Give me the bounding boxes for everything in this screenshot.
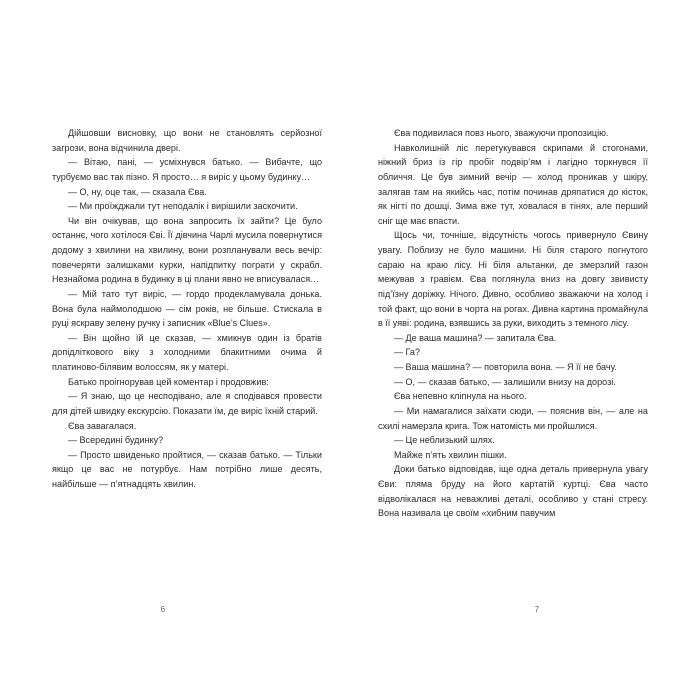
paragraph: Дійшовши висновку, що вони не становлять серйозної загрози, вона відчинила двері.	[52, 128, 322, 153]
paragraph: — Він щойно їй це сказав, — хмикнув один із братів допідліткового віку з холодними блакитними очима й платиново-білявим волоссям, як у матері.	[52, 332, 322, 372]
paragraph: — Всередині будинку?	[68, 435, 164, 446]
paragraph: — Ваша машина? — повторила вона. — Я її не бачу.	[394, 362, 617, 372]
paragraph: — О, — сказав батько, — залишили внизу на дорозі.	[394, 376, 616, 387]
paragraph: — О, ну, оце так, — сказала Єва.	[68, 186, 207, 197]
paragraph: Батько проігнорував цей коментар і продовжив:	[68, 376, 269, 387]
page-number-left: 6	[160, 605, 166, 614]
paragraph: Доки батько відповідав, іще одна деталь привернула увагу Єви: пляма бруду на його картатій куртці. Єва часто відволікалася на неважливі деталі, особливо у стані стресу. Вона називала це своїм «хибним павучим	[378, 464, 648, 519]
paragraph: Єва завагалася.	[68, 420, 137, 431]
paragraph: Майже п’ять хвилин пішки.	[394, 449, 507, 460]
paragraph: Чи він очікував, що вона запросить їх зайти? Це було останнє, чого хотілося Єві. Її дівчина Чарлі мусила повернутися додому з хвилини на хвилину, вони розпланували весь вечір: повечеряти залишками курки, напідпитку пограти у скрабл. Незнайома родина в будинку в ці плани явно не вписувалася…	[52, 215, 322, 285]
paragraph: — Це неблизький шлях.	[394, 435, 495, 446]
paragraph: — Мій тато тут виріс, — гордо продекламувала донька. Вона була наймолодшою — сім років, не більше. Стискала в руці яскраву зелену ручку і записник «Blue’s Clues».	[52, 288, 322, 329]
page-left-textblock	[52, 126, 322, 492]
paragraph: Єва подивилася повз нього, зважуючи пропозицію.	[394, 128, 609, 138]
paragraph: — Га?	[394, 347, 421, 358]
paragraph: — Ми намагалися заїхати сюди, — пояснив він, — але на схилі намерзла крига. Тож натомість ми пройшлися.	[378, 405, 648, 431]
paragraph: — Де ваша машина? — запитала Єва.	[394, 332, 557, 343]
paragraph: Навколишній ліс перегукувався скрипами й стогонами, ніжний бриз із гір пробіг подвір’ям і лагідно торкнувся її обличчя. Це був зимний вечір — холод проникав у шкіру, залягав там на якийсь час, потім починав дряпатися до кісток, як нігті по дошці. Зима вже тут, ховалася в тінях, але перший сніг ще має впасти.	[378, 142, 648, 226]
page-right	[350, 0, 700, 700]
paragraph: Щось чи, точніше, відсутність чогось привернуло Євину увагу. Поблизу не було машини. Ні біля старого погнутого сараю на краю лісу. Ні біля альтанки, де змерзлий газон межував з гравієм. Єва поглянула вниз на довгу звивисту під’їзну доріжку. Нічого. Дивно, особливо зважаючи на холод і той факт, що вони в чорта на рогах. Дивна картина промайнула в її уяві: родина, взявшись за руки, виходить з темного лісу.	[378, 230, 648, 329]
page-right-textblock	[378, 126, 648, 521]
paragraph: Єва непевно кліпнула на нього.	[394, 391, 527, 402]
paragraph: — Я знаю, що це несподівано, але я сподівався провести для дітей швидку екскурсію. Показати їм, де виріс їхній старий.	[52, 391, 322, 416]
paragraph: — Ми проїжджали тут неподалік і вирішили заскочити.	[68, 201, 298, 212]
paragraph: — Просто швиденько пройтися, — сказав батько. — Тільки якщо це вас не потурбує. Нам потрібно лише десять, найбільше — п’ятнадцять хвилин.	[52, 449, 322, 489]
page-number-right: 7	[534, 605, 540, 614]
paragraph: — Вітаю, пані, — усміхнувся батько. — Вибачте, що турбуємо вас так пізно. Я просто… я виріс у цьому будинку…	[52, 157, 322, 182]
